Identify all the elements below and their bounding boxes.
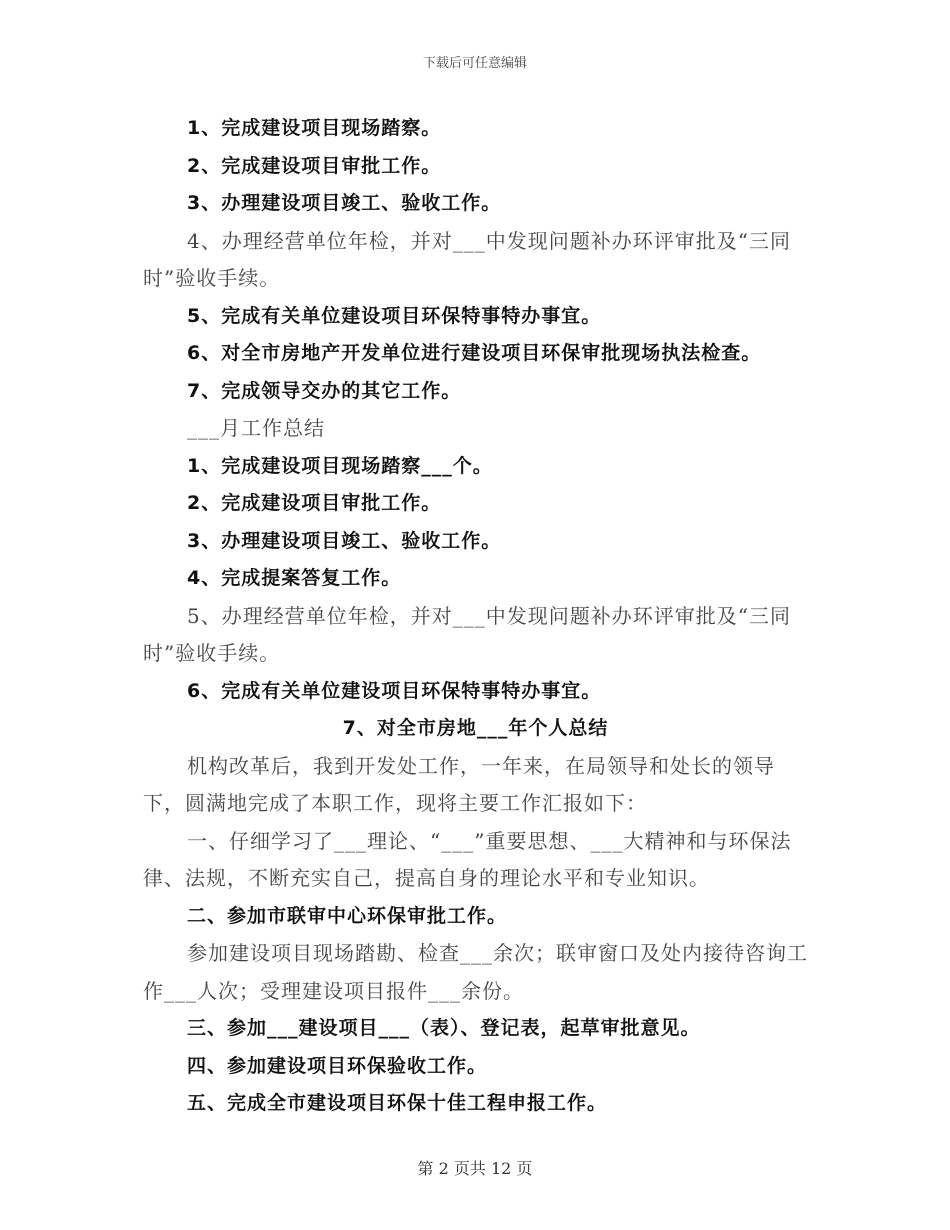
paragraph-6: 6、对全市房地产开发单位进行建设项目环保审批现场执法检查。 bbox=[187, 342, 762, 364]
paragraph-20: 三、参加___建设项目___（表）、登记表，起草审批意见。 bbox=[187, 1017, 701, 1039]
paragraph-14: 6、完成有关单位建设项目环保特事特办事宜。 bbox=[187, 679, 602, 702]
paragraph-10: 2、完成建设项目审批工作。 bbox=[187, 492, 442, 514]
paragraph-18: 二、参加市联审中心环保审批工作。 bbox=[187, 904, 508, 927]
paragraph-22: 五、完成全市建设项目环保十佳工程申报工作。 bbox=[187, 1092, 608, 1114]
section-heading-monthly-summary: ___月工作总结 bbox=[187, 416, 325, 440]
paragraph-19: 参加建设项目现场踏勘、检查___余次；联审窗口及处内接待咨询工作___人次；受理建设项目报件___余份。 bbox=[143, 941, 808, 1003]
paragraph-7: 7、完成领导交办的其它工作。 bbox=[187, 379, 462, 402]
page-footer: 第 2 页共 12 页 bbox=[417, 1159, 533, 1178]
paragraph-13: 5、办理经营单位年检，并对___中发现问题补办环评审批及“三同时”验收手续。 bbox=[143, 603, 791, 665]
paragraph-12: 4、完成提案答复工作。 bbox=[187, 567, 402, 589]
paragraph-16: 机构改革后，我到开发处工作，一年来，在局领导和处长的领导下，圆满地完成了本职工作，现将主要工作汇报如下： bbox=[143, 753, 775, 815]
paragraph-2: 2、完成建设项目审批工作。 bbox=[187, 154, 442, 177]
document-body bbox=[143, 110, 808, 1123]
section-title-annual-summary: 7、对全市房地___年个人总结 bbox=[342, 717, 609, 739]
paragraph-5: 5、完成有关单位建设项目环保特事特办事宜。 bbox=[187, 304, 602, 327]
paragraph-11: 3、办理建设项目竣工、验收工作。 bbox=[187, 529, 502, 552]
paragraph-4: 4、办理经营单位年检，并对___中发现问题补办环评审批及“三同时”验收手续。 bbox=[143, 228, 791, 290]
page-header: 下载后可任意编辑 bbox=[422, 56, 527, 71]
paragraph-3: 3、办理建设项目竣工、验收工作。 bbox=[187, 192, 502, 214]
paragraph-9: 1、完成建设项目现场踏察___个。 bbox=[187, 454, 493, 477]
paragraph-21: 四、参加建设项目环保验收工作。 bbox=[187, 1054, 488, 1077]
paragraph-1: 1、完成建设项目现场踏察。 bbox=[187, 117, 442, 139]
paragraph-17: 一、仔细学习了___理论、“___”重要思想、___大精神和与环保法律、法规，不断充实自己，提高自身的理论水平和专业知识。 bbox=[143, 828, 792, 890]
